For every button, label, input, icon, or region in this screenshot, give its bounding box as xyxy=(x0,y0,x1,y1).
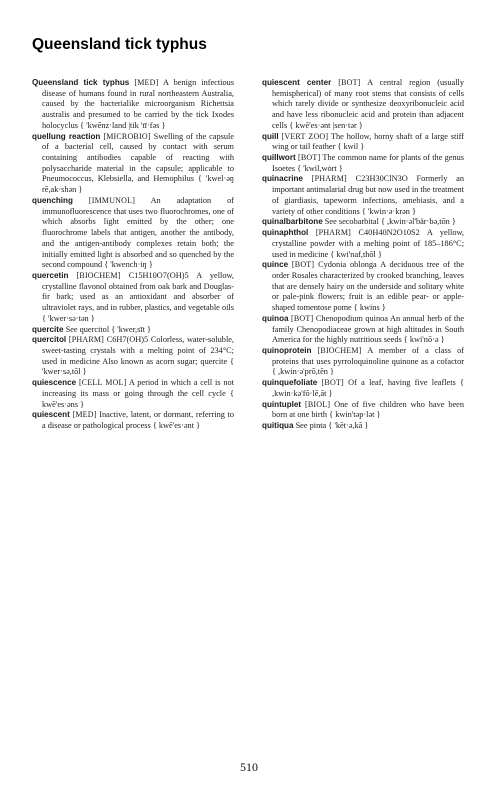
entry-headword: quinquefoliate xyxy=(262,378,318,388)
dictionary-entry xyxy=(32,132,234,196)
entry-label: [PHARM] xyxy=(315,228,351,238)
entry-text: C6H7(OH)5 Colorless, water-soluble, sweet-tasting crystals with a melting point of 234°C; used in medicine Also known as acorn sugar; quercite { 'kwer·sə,tōl } xyxy=(42,335,235,377)
entry-text: C40H40N2O10S2 A yellow, crystalline powder with a melting point of 185–186°C; used in medicine { kwi'naf,thōl } xyxy=(272,228,464,259)
entry-label: [BIOCHEM] xyxy=(317,345,362,355)
entry-label: [MICROBIO] xyxy=(103,131,151,141)
entry-label: [BOT] xyxy=(297,153,321,163)
dictionary-entry xyxy=(32,335,234,378)
entry-label: [MED] xyxy=(72,410,97,420)
dictionary-entry xyxy=(262,132,464,153)
dictionary-entry xyxy=(262,260,464,314)
entry-label: [IMMUNOL] xyxy=(88,195,136,205)
entry-headword: quinacrine xyxy=(262,174,303,184)
entry-text: Inactive, latent, or dormant, referring to a disease or pathological process { kwē'es·ənt } xyxy=(42,410,234,430)
entry-label: [BIOCHEM] xyxy=(76,270,121,280)
entry-headword: quercite xyxy=(32,324,64,334)
dictionary-entry xyxy=(262,314,464,346)
entry-text: Swelling of the capsule of a bacterial cell, caused by contact with serum containing antibodies capable of reacting with polysaccharide material in the capsule; applicable to Pneumococcus, Klebsiella, and Hemophilus { 'kwel·əŋ rē,ak·shən } xyxy=(42,131,235,195)
entry-text: See pinta { 'kēt·ə,kā } xyxy=(295,421,369,430)
page-title: Queensland tick typhus xyxy=(32,36,207,53)
entry-headword: quill xyxy=(262,131,279,141)
entry-headword: quince xyxy=(262,260,289,270)
dictionary-entry xyxy=(32,78,234,132)
left-column xyxy=(32,78,234,432)
dictionary-entry xyxy=(262,400,464,421)
dictionary-entry xyxy=(262,421,464,432)
entry-label: [BOT] xyxy=(321,378,344,388)
entry-text: A central region (usually hemispherical) of many root stems that consists of cells which rarely divide or synthesize deoxyribonucleic acid and have less ribonucleic acid and protein than adjacent cells { kwē'es·ənt |sen·tər } xyxy=(272,78,465,130)
entry-headword: quellung reaction xyxy=(32,131,101,141)
entry-headword: quintuplet xyxy=(262,399,302,409)
entry-headword: quiescent center xyxy=(262,78,332,87)
page-number: 510 xyxy=(240,760,258,774)
entry-label: [VERT ZOO] xyxy=(281,131,329,141)
dictionary-entry xyxy=(262,174,464,217)
entry-text: Cydonia oblonga A deciduous tree of the order Rosales characterized by crooked branching, leaves that are densely hairy on the underside and solitary white or pale-pink flowers; fruit is an edible pear- or apple-shaped tomentose pome { kwins } xyxy=(272,260,465,313)
dictionary-entry xyxy=(32,378,234,410)
entry-label: [PHARM] xyxy=(68,335,105,345)
entry-label: [PHARM] xyxy=(311,174,347,184)
entry-text: A period in which a cell is not increasing its mass or going through the cell cycle { kwē'es·əns } xyxy=(42,378,235,409)
entry-headword: quiescence xyxy=(32,378,77,388)
right-column xyxy=(262,78,464,432)
entry-label: [BOT] xyxy=(291,260,315,270)
dictionary-entry xyxy=(32,410,234,431)
entry-text: C23H30ClN3O Formerly an important antimalarial drug but now used in the treatment of giardiasis, tapeworm infections, amebiasis, and a variety of other conditions { 'kwin·ə·krən } xyxy=(272,174,464,216)
dictionary-entry xyxy=(262,217,464,228)
entry-headword: quinalbarbitone xyxy=(262,217,323,227)
entry-headword: quinoa xyxy=(262,313,289,323)
entry-text: The hollow, horny shaft of a large stiff wing or tail feather { kwil } xyxy=(272,131,464,152)
entry-headword: quenching xyxy=(32,195,73,205)
entry-text: C15H10O7(OH)5 A yellow, crystalline flavonol obtained from oak bark and Douglas-fir bark; used as an antioxidant and absorber of ultraviolet rays, and in rubber, plastics, and vegetable oils { 'kwer·sə·tən } xyxy=(42,270,235,323)
entry-headword: quercitol xyxy=(32,335,67,345)
entry-text: A benign infectious disease of humans found in rural northeastern Australia, caused by the bacterialike microorganism Richettsia australis and presumed to be carried by the tick Ixodes holocyclus { 'kwēnz·land |tik 'tī·fəs } xyxy=(42,78,234,130)
entry-text: An adaptation of immunofluorescence that uses two fluorochromes, one of which absorbs light emitted by the other; one fluorochrome labels that antigen, another the antibody, and the antigen-antibody complexes retain both; the initially emitted light is absorbed and so quenched by the second compound { 'kwench·iŋ } xyxy=(42,195,234,270)
dictionary-entry xyxy=(262,153,464,174)
dictionary-entry xyxy=(32,196,234,271)
dictionary-entry xyxy=(32,325,234,336)
entry-text: The common name for plants of the genus Isoetes { 'kwil,wȯrt } xyxy=(272,153,464,173)
entry-label: [BOT] xyxy=(291,313,314,323)
entry-label: [BIOL] xyxy=(305,399,331,409)
dictionary-entry xyxy=(262,378,464,399)
entry-headword: quitiqua xyxy=(262,421,294,430)
entry-text: See secobarbital { ,kwin·əl'bär·bə,tōn } xyxy=(324,217,456,227)
entry-headword: Queensland tick typhus xyxy=(32,78,130,87)
entry-headword: quinoprotein xyxy=(262,345,312,355)
entry-headword: quercetin xyxy=(32,270,69,280)
entry-headword: quiescent xyxy=(32,410,70,420)
entry-text: One of five children who have been born at one birth { kwin'təp·lət } xyxy=(272,399,464,420)
entry-label: [MED] xyxy=(134,78,159,87)
entry-label: [CELL MOL] xyxy=(78,378,127,388)
entry-label: [BOT] xyxy=(338,78,361,87)
entry-headword: quillwort xyxy=(262,153,296,163)
dictionary-entry xyxy=(32,271,234,325)
dictionary-entry xyxy=(262,346,464,378)
entry-headword: quinaphthol xyxy=(262,228,309,238)
entry-text: See quercitol { 'kwer,sīt } xyxy=(65,324,151,334)
entry-text: Chenopodium quinoa An annual herb of the family Chenopodiaceae grown at high altitudes in South America for the highly nutritious seeds { kwi'nō·ə } xyxy=(272,313,464,345)
dictionary-entry xyxy=(262,228,464,260)
dictionary-entry xyxy=(262,78,464,132)
entry-text: A member of a class of proteins that uses pyrroloquinoline quinone as a cofactor { ,kwin·ə'prō,tēn } xyxy=(272,345,464,377)
entry-text: Of a leaf, having five leaflets { ,kwin·kə'fō·lē,āt } xyxy=(272,378,464,398)
